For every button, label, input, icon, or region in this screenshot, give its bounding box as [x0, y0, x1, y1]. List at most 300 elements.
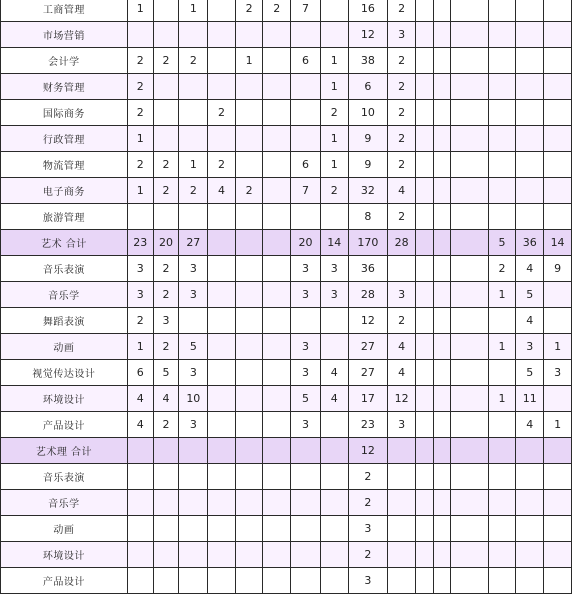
count-cell[interactable] — [433, 256, 451, 282]
count-cell[interactable]: 23 — [127, 230, 153, 256]
count-cell[interactable]: 2 — [235, 178, 263, 204]
count-cell[interactable] — [291, 490, 321, 516]
count-cell[interactable] — [488, 542, 516, 568]
count-cell[interactable] — [544, 100, 572, 126]
count-cell[interactable] — [263, 100, 291, 126]
count-cell[interactable]: 2 — [388, 152, 416, 178]
count-cell[interactable]: 3 — [388, 22, 416, 48]
count-cell[interactable] — [263, 256, 291, 282]
count-cell[interactable] — [208, 334, 236, 360]
count-cell[interactable] — [127, 438, 153, 464]
count-cell[interactable] — [235, 74, 263, 100]
count-cell[interactable]: 17 — [348, 386, 388, 412]
count-cell[interactable] — [208, 568, 236, 594]
count-cell[interactable]: 28 — [388, 230, 416, 256]
count-cell[interactable]: 8 — [348, 204, 388, 230]
count-cell[interactable]: 2 — [127, 74, 153, 100]
count-cell[interactable] — [153, 516, 179, 542]
count-cell[interactable] — [433, 464, 451, 490]
count-cell[interactable] — [263, 386, 291, 412]
major-name-cell[interactable]: 动画 — [1, 516, 128, 542]
count-cell[interactable] — [451, 308, 488, 334]
count-cell[interactable] — [433, 308, 451, 334]
count-cell[interactable] — [488, 48, 516, 74]
count-cell[interactable]: 1 — [235, 48, 263, 74]
count-cell[interactable]: 3 — [179, 282, 208, 308]
count-cell[interactable] — [433, 360, 451, 386]
count-cell[interactable]: 9 — [544, 256, 572, 282]
count-cell[interactable] — [291, 464, 321, 490]
count-cell[interactable]: 1 — [488, 386, 516, 412]
count-cell[interactable] — [208, 126, 236, 152]
count-cell[interactable]: 5 — [291, 386, 321, 412]
count-cell[interactable] — [291, 22, 321, 48]
count-cell[interactable] — [451, 282, 488, 308]
count-cell[interactable]: 5 — [516, 282, 544, 308]
count-cell[interactable] — [263, 282, 291, 308]
count-cell[interactable] — [516, 204, 544, 230]
count-cell[interactable] — [291, 516, 321, 542]
count-cell[interactable] — [320, 542, 348, 568]
count-cell[interactable]: 4 — [516, 412, 544, 438]
count-cell[interactable] — [235, 438, 263, 464]
count-cell[interactable] — [179, 516, 208, 542]
count-cell[interactable] — [516, 490, 544, 516]
count-cell[interactable]: 4 — [388, 360, 416, 386]
count-cell[interactable]: 11 — [516, 386, 544, 412]
count-cell[interactable] — [416, 516, 434, 542]
count-cell[interactable] — [451, 22, 488, 48]
count-cell[interactable]: 3 — [179, 256, 208, 282]
count-cell[interactable] — [544, 464, 572, 490]
count-cell[interactable]: 2 — [153, 256, 179, 282]
count-cell[interactable] — [388, 516, 416, 542]
count-cell[interactable] — [388, 256, 416, 282]
count-cell[interactable] — [488, 360, 516, 386]
count-cell[interactable] — [451, 542, 488, 568]
count-cell[interactable] — [153, 568, 179, 594]
count-cell[interactable] — [263, 178, 291, 204]
count-cell[interactable]: 2 — [388, 74, 416, 100]
major-name-cell[interactable]: 产品设计 — [1, 568, 128, 594]
major-name-cell[interactable]: 产品设计 — [1, 412, 128, 438]
count-cell[interactable] — [235, 204, 263, 230]
count-cell[interactable] — [263, 464, 291, 490]
count-cell[interactable] — [208, 282, 236, 308]
count-cell[interactable] — [127, 516, 153, 542]
count-cell[interactable] — [208, 230, 236, 256]
count-cell[interactable] — [516, 568, 544, 594]
count-cell[interactable]: 9 — [348, 126, 388, 152]
count-cell[interactable] — [488, 152, 516, 178]
count-cell[interactable]: 3 — [320, 282, 348, 308]
count-cell[interactable] — [235, 412, 263, 438]
count-cell[interactable] — [516, 126, 544, 152]
count-cell[interactable]: 1 — [179, 0, 208, 22]
count-cell[interactable] — [291, 204, 321, 230]
count-cell[interactable] — [433, 542, 451, 568]
count-cell[interactable] — [451, 386, 488, 412]
count-cell[interactable] — [451, 568, 488, 594]
count-cell[interactable] — [451, 178, 488, 204]
count-cell[interactable] — [179, 126, 208, 152]
count-cell[interactable] — [433, 74, 451, 100]
count-cell[interactable] — [416, 178, 434, 204]
count-cell[interactable]: 2 — [388, 100, 416, 126]
count-cell[interactable] — [235, 256, 263, 282]
count-cell[interactable] — [516, 0, 544, 22]
count-cell[interactable]: 5 — [516, 360, 544, 386]
count-cell[interactable] — [433, 230, 451, 256]
count-cell[interactable] — [235, 464, 263, 490]
count-cell[interactable]: 6 — [127, 360, 153, 386]
count-cell[interactable]: 2 — [388, 126, 416, 152]
count-cell[interactable] — [451, 516, 488, 542]
count-cell[interactable] — [488, 568, 516, 594]
count-cell[interactable] — [416, 256, 434, 282]
count-cell[interactable]: 20 — [291, 230, 321, 256]
count-cell[interactable] — [451, 152, 488, 178]
count-cell[interactable] — [235, 516, 263, 542]
count-cell[interactable] — [235, 360, 263, 386]
count-cell[interactable]: 7 — [291, 178, 321, 204]
count-cell[interactable] — [488, 22, 516, 48]
count-cell[interactable]: 4 — [388, 178, 416, 204]
count-cell[interactable] — [263, 230, 291, 256]
count-cell[interactable] — [544, 126, 572, 152]
count-cell[interactable] — [235, 152, 263, 178]
count-cell[interactable] — [208, 360, 236, 386]
count-cell[interactable] — [516, 516, 544, 542]
count-cell[interactable] — [544, 48, 572, 74]
count-cell[interactable] — [235, 22, 263, 48]
major-name-cell[interactable]: 音乐表演 — [1, 464, 128, 490]
count-cell[interactable]: 2 — [348, 490, 388, 516]
count-cell[interactable] — [516, 74, 544, 100]
count-cell[interactable]: 14 — [320, 230, 348, 256]
count-cell[interactable] — [127, 204, 153, 230]
major-name-cell[interactable]: 工商管理 — [1, 0, 128, 22]
count-cell[interactable] — [153, 100, 179, 126]
count-cell[interactable] — [208, 412, 236, 438]
count-cell[interactable] — [179, 74, 208, 100]
count-cell[interactable] — [451, 412, 488, 438]
count-cell[interactable] — [544, 490, 572, 516]
count-cell[interactable] — [153, 464, 179, 490]
count-cell[interactable] — [451, 490, 488, 516]
count-cell[interactable] — [208, 386, 236, 412]
count-cell[interactable] — [320, 204, 348, 230]
count-cell[interactable] — [451, 438, 488, 464]
count-cell[interactable] — [179, 22, 208, 48]
count-cell[interactable]: 4 — [208, 178, 236, 204]
count-cell[interactable]: 27 — [348, 360, 388, 386]
major-name-cell[interactable]: 市场营销 — [1, 22, 128, 48]
count-cell[interactable]: 16 — [348, 0, 388, 22]
count-cell[interactable] — [208, 48, 236, 74]
count-cell[interactable]: 20 — [153, 230, 179, 256]
major-name-cell[interactable]: 财务管理 — [1, 74, 128, 100]
count-cell[interactable]: 2 — [153, 178, 179, 204]
count-cell[interactable] — [263, 22, 291, 48]
count-cell[interactable]: 2 — [127, 100, 153, 126]
count-cell[interactable]: 14 — [544, 230, 572, 256]
count-cell[interactable] — [320, 438, 348, 464]
count-cell[interactable] — [153, 126, 179, 152]
count-cell[interactable]: 1 — [488, 282, 516, 308]
count-cell[interactable]: 38 — [348, 48, 388, 74]
count-cell[interactable] — [433, 412, 451, 438]
count-cell[interactable]: 2 — [488, 256, 516, 282]
count-cell[interactable] — [433, 334, 451, 360]
count-cell[interactable] — [416, 48, 434, 74]
count-cell[interactable]: 1 — [320, 74, 348, 100]
count-cell[interactable] — [235, 386, 263, 412]
count-cell[interactable]: 6 — [291, 48, 321, 74]
count-cell[interactable] — [179, 204, 208, 230]
count-cell[interactable] — [388, 542, 416, 568]
count-cell[interactable]: 27 — [179, 230, 208, 256]
count-cell[interactable] — [153, 22, 179, 48]
count-cell[interactable]: 10 — [348, 100, 388, 126]
count-cell[interactable] — [416, 308, 434, 334]
count-cell[interactable] — [416, 0, 434, 22]
count-cell[interactable] — [451, 0, 488, 22]
count-cell[interactable] — [208, 204, 236, 230]
count-cell[interactable] — [416, 334, 434, 360]
count-cell[interactable] — [235, 490, 263, 516]
count-cell[interactable] — [451, 230, 488, 256]
count-cell[interactable]: 2 — [263, 0, 291, 22]
count-cell[interactable] — [388, 464, 416, 490]
count-cell[interactable] — [544, 74, 572, 100]
count-cell[interactable] — [179, 438, 208, 464]
count-cell[interactable]: 3 — [388, 282, 416, 308]
count-cell[interactable] — [235, 230, 263, 256]
count-cell[interactable]: 12 — [348, 308, 388, 334]
count-cell[interactable] — [263, 334, 291, 360]
count-cell[interactable] — [516, 438, 544, 464]
major-name-cell[interactable]: 行政管理 — [1, 126, 128, 152]
count-cell[interactable]: 1 — [127, 178, 153, 204]
count-cell[interactable]: 3 — [291, 256, 321, 282]
count-cell[interactable]: 3 — [291, 334, 321, 360]
count-cell[interactable] — [433, 100, 451, 126]
count-cell[interactable] — [416, 282, 434, 308]
count-cell[interactable] — [433, 22, 451, 48]
count-cell[interactable] — [433, 490, 451, 516]
count-cell[interactable]: 2 — [127, 48, 153, 74]
count-cell[interactable]: 2 — [388, 48, 416, 74]
count-cell[interactable] — [433, 568, 451, 594]
count-cell[interactable] — [179, 100, 208, 126]
count-cell[interactable] — [516, 48, 544, 74]
count-cell[interactable] — [263, 568, 291, 594]
count-cell[interactable] — [263, 542, 291, 568]
count-cell[interactable] — [488, 490, 516, 516]
count-cell[interactable]: 5 — [153, 360, 179, 386]
count-cell[interactable]: 2 — [153, 282, 179, 308]
count-cell[interactable]: 12 — [348, 438, 388, 464]
count-cell[interactable] — [488, 438, 516, 464]
major-name-cell[interactable]: 动画 — [1, 334, 128, 360]
count-cell[interactable] — [153, 438, 179, 464]
count-cell[interactable] — [291, 568, 321, 594]
count-cell[interactable]: 12 — [348, 22, 388, 48]
count-cell[interactable]: 2 — [208, 100, 236, 126]
count-cell[interactable] — [208, 256, 236, 282]
count-cell[interactable]: 10 — [179, 386, 208, 412]
count-cell[interactable] — [416, 204, 434, 230]
count-cell[interactable] — [416, 230, 434, 256]
count-cell[interactable] — [153, 542, 179, 568]
count-cell[interactable] — [208, 0, 236, 22]
count-cell[interactable]: 1 — [320, 126, 348, 152]
count-cell[interactable] — [544, 516, 572, 542]
count-cell[interactable]: 3 — [291, 282, 321, 308]
count-cell[interactable] — [263, 516, 291, 542]
count-cell[interactable] — [179, 464, 208, 490]
major-name-cell[interactable]: 电子商务 — [1, 178, 128, 204]
count-cell[interactable] — [263, 360, 291, 386]
count-cell[interactable] — [208, 490, 236, 516]
count-cell[interactable] — [451, 48, 488, 74]
count-cell[interactable]: 2 — [348, 542, 388, 568]
count-cell[interactable]: 6 — [348, 74, 388, 100]
major-name-cell[interactable]: 舞蹈表演 — [1, 308, 128, 334]
count-cell[interactable] — [516, 152, 544, 178]
count-cell[interactable] — [235, 308, 263, 334]
count-cell[interactable] — [320, 334, 348, 360]
count-cell[interactable] — [544, 178, 572, 204]
count-cell[interactable] — [433, 282, 451, 308]
major-name-cell[interactable]: 音乐学 — [1, 282, 128, 308]
count-cell[interactable] — [433, 204, 451, 230]
count-cell[interactable]: 2 — [153, 152, 179, 178]
count-cell[interactable]: 1 — [320, 152, 348, 178]
count-cell[interactable]: 3 — [348, 516, 388, 542]
count-cell[interactable] — [544, 386, 572, 412]
major-name-cell[interactable]: 物流管理 — [1, 152, 128, 178]
count-cell[interactable] — [433, 126, 451, 152]
count-cell[interactable] — [544, 0, 572, 22]
major-name-cell[interactable]: 音乐学 — [1, 490, 128, 516]
count-cell[interactable]: 2 — [208, 152, 236, 178]
count-cell[interactable] — [291, 542, 321, 568]
count-cell[interactable] — [291, 308, 321, 334]
count-cell[interactable] — [179, 542, 208, 568]
count-cell[interactable]: 1 — [320, 48, 348, 74]
count-cell[interactable] — [153, 490, 179, 516]
count-cell[interactable] — [416, 74, 434, 100]
count-cell[interactable]: 3 — [127, 282, 153, 308]
count-cell[interactable] — [291, 438, 321, 464]
count-cell[interactable]: 9 — [348, 152, 388, 178]
count-cell[interactable] — [263, 490, 291, 516]
count-cell[interactable]: 3 — [320, 256, 348, 282]
count-cell[interactable] — [433, 152, 451, 178]
count-cell[interactable]: 36 — [348, 256, 388, 282]
count-cell[interactable]: 4 — [153, 386, 179, 412]
count-cell[interactable] — [416, 386, 434, 412]
count-cell[interactable] — [488, 126, 516, 152]
count-cell[interactable] — [320, 412, 348, 438]
count-cell[interactable]: 6 — [291, 152, 321, 178]
count-cell[interactable] — [263, 438, 291, 464]
count-cell[interactable] — [451, 256, 488, 282]
count-cell[interactable]: 3 — [179, 412, 208, 438]
count-cell[interactable]: 4 — [127, 386, 153, 412]
count-cell[interactable] — [388, 568, 416, 594]
count-cell[interactable]: 32 — [348, 178, 388, 204]
count-cell[interactable] — [235, 568, 263, 594]
count-cell[interactable]: 5 — [488, 230, 516, 256]
count-cell[interactable]: 1 — [179, 152, 208, 178]
count-cell[interactable]: 4 — [388, 334, 416, 360]
count-cell[interactable]: 3 — [388, 412, 416, 438]
count-cell[interactable] — [416, 360, 434, 386]
count-cell[interactable] — [388, 438, 416, 464]
count-cell[interactable] — [416, 438, 434, 464]
count-cell[interactable]: 2 — [153, 412, 179, 438]
count-cell[interactable]: 2 — [388, 204, 416, 230]
count-cell[interactable] — [320, 516, 348, 542]
count-cell[interactable] — [516, 178, 544, 204]
count-cell[interactable] — [488, 74, 516, 100]
count-cell[interactable] — [320, 464, 348, 490]
count-cell[interactable] — [416, 464, 434, 490]
count-cell[interactable]: 7 — [291, 0, 321, 22]
count-cell[interactable] — [320, 308, 348, 334]
count-cell[interactable] — [208, 438, 236, 464]
count-cell[interactable] — [544, 22, 572, 48]
count-cell[interactable] — [127, 490, 153, 516]
count-cell[interactable] — [433, 516, 451, 542]
count-cell[interactable] — [263, 204, 291, 230]
count-cell[interactable] — [153, 74, 179, 100]
count-cell[interactable]: 1 — [544, 412, 572, 438]
count-cell[interactable] — [416, 490, 434, 516]
count-cell[interactable] — [179, 308, 208, 334]
count-cell[interactable] — [451, 204, 488, 230]
count-cell[interactable] — [208, 542, 236, 568]
count-cell[interactable] — [320, 568, 348, 594]
count-cell[interactable]: 2 — [388, 0, 416, 22]
count-cell[interactable] — [291, 74, 321, 100]
count-cell[interactable] — [208, 308, 236, 334]
count-cell[interactable] — [235, 542, 263, 568]
count-cell[interactable]: 1 — [488, 334, 516, 360]
count-cell[interactable]: 4 — [320, 386, 348, 412]
count-cell[interactable] — [320, 490, 348, 516]
count-cell[interactable] — [388, 490, 416, 516]
count-cell[interactable] — [263, 74, 291, 100]
count-cell[interactable]: 2 — [153, 334, 179, 360]
count-cell[interactable] — [544, 568, 572, 594]
count-cell[interactable] — [544, 308, 572, 334]
count-cell[interactable]: 3 — [127, 256, 153, 282]
major-name-cell[interactable]: 国际商务 — [1, 100, 128, 126]
count-cell[interactable] — [516, 464, 544, 490]
major-name-cell[interactable]: 音乐表演 — [1, 256, 128, 282]
count-cell[interactable] — [544, 204, 572, 230]
count-cell[interactable] — [416, 542, 434, 568]
count-cell[interactable]: 2 — [320, 178, 348, 204]
count-cell[interactable] — [235, 126, 263, 152]
count-cell[interactable] — [451, 360, 488, 386]
major-name-cell[interactable]: 会计学 — [1, 48, 128, 74]
count-cell[interactable] — [544, 438, 572, 464]
